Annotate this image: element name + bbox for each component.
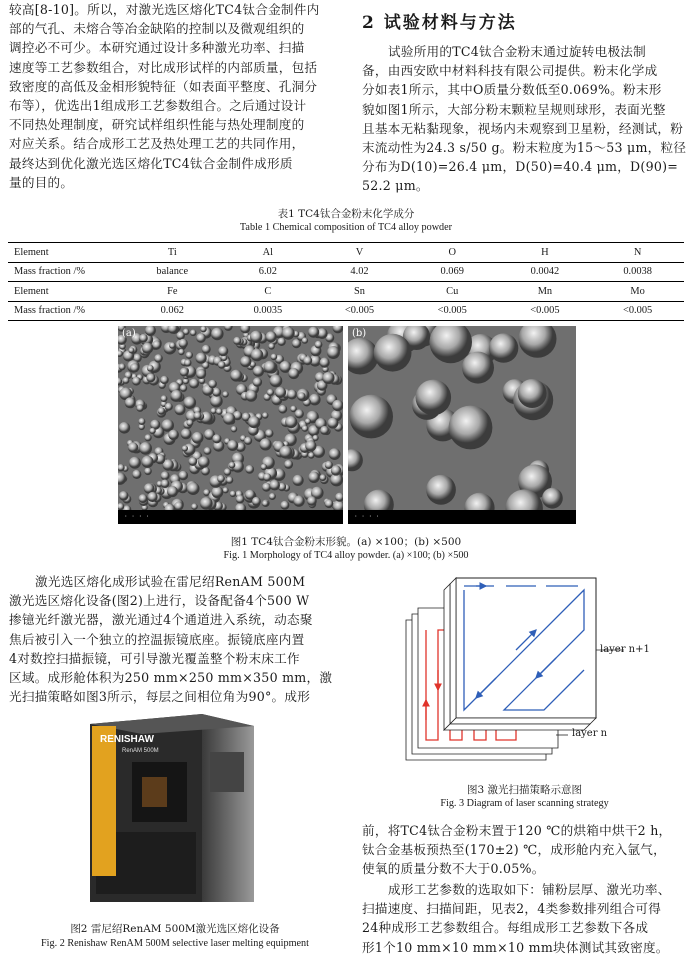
scan-strategy-diagram [396,570,686,775]
fig2-caption-en: Fig. 2 Renishaw RenAM 500M selective laser melting equipment [41,938,309,949]
powder-particle [196,333,206,343]
powder-particle [165,403,173,411]
sem-info-bar: · · · · [348,510,576,524]
table-cell: O [406,243,499,263]
table-cell: balance [122,262,223,282]
powder-particle [224,468,231,475]
powder-particle [322,372,334,384]
powder-particle [194,412,202,420]
right-paragraph-2 [362,821,688,879]
powder-particle [118,503,124,510]
powder-particle [253,378,262,387]
fig1-caption-en: Fig. 1 Morphology of TC4 alloy powder. (a) ×100; (b) ×500 [223,550,469,561]
powder-particle [349,395,393,439]
powder-particle [519,326,557,358]
powder-particle [119,363,126,370]
text-line: 24种成形工艺参数组合。每组成形工艺参数下各成 [362,920,649,936]
powder-particle [449,406,493,450]
layer-top-label: layer n+1 [600,644,650,655]
text-line: 焦后被引入一个独立的控温振镜底座。振镜底座内置 [9,631,305,647]
sem-image-a [118,326,343,524]
table-cell: 0.062 [122,301,223,321]
powder-particle [240,326,250,333]
table-cell: 4.02 [313,262,406,282]
powder-particle [187,482,200,495]
powder-particle [144,468,152,476]
table-cell: V [313,243,406,263]
fig1-caption-zh: 图1 TC4钛合金粉末形貌。(a) ×100；(b) ×500 [230,536,462,548]
table-cell: Sn [313,282,406,302]
powder-particle [462,352,494,384]
left-paragraph-1 [9,0,339,192]
text-line: 布等），优选出1组成形工艺参数组合。之后通过设计 [9,98,307,114]
powder-particle [329,448,341,460]
powder-particle [211,408,217,414]
powder-particle [226,476,233,483]
powder-particle [250,331,262,343]
powder-particle [217,475,225,483]
table-cell: Al [223,243,314,263]
table-cell: 0.069 [406,262,499,282]
text-line: 较高[8-10]。所以，对激光选区熔化TC4钛合金制件内 [9,2,320,17]
text-line: 形1个10 mm×10 mm×10 mm块体测试其致密度。 [362,939,669,955]
fig3-caption-zh: 图3 激光扫描策略示意图 [466,784,583,796]
powder-particle [191,503,198,510]
scan-strategy-drawing [396,570,686,775]
powder-particle [196,369,206,379]
text-line: 部的气孔、未熔合等冶金缺陷的控制以及微观组织的 [9,21,305,37]
powder-particle [251,349,264,362]
table-cell: Mass fraction /% [8,301,122,321]
powder-particle [293,495,304,506]
powder-particle [181,429,192,440]
powder-particle [320,474,327,481]
powder-particle [270,375,283,388]
table-cell: Mo [591,282,684,302]
powder-particle [297,392,305,400]
powder-particle [178,349,184,355]
text-line: 光扫描策略如图3所示，每层之间相位角为90°。成形 [9,689,311,705]
text-line: 激光选区熔化设备(图2)上进行，设备配备4个500 W [9,593,310,609]
powder-particle [223,413,235,425]
table1-caption-zh: 表1 TC4钛合金粉末化学成分 [277,208,415,220]
powder-particle [416,380,452,416]
powder-particle [268,343,275,350]
powder-particle [464,493,494,510]
powder-particle [132,470,141,479]
powder-particle [332,400,343,411]
powder-particle [236,495,245,504]
text-line: 对应关系。结合成形工艺及热处理工艺的共同作用， [9,136,305,152]
table-cell: 0.0042 [499,262,592,282]
powder-particle [132,377,141,386]
powder-particle [262,412,268,418]
powder-particle [158,407,165,414]
powder-particle [282,327,295,340]
text-line: 速度等工艺参数组合，对比成形试样的内部质量，包括 [9,59,318,75]
powder-particle [184,396,197,409]
table-cell: Cu [406,282,499,302]
powder-particle [186,419,193,426]
powder-particle [128,347,134,353]
powder-particle [147,365,154,372]
text-line: 使氧的质量分数不大于0.05%。 [362,861,545,877]
machine-brand: RENISHAW [100,734,154,745]
powder-particle [182,445,188,451]
powder-particle [261,464,267,470]
powder-particle [265,429,273,437]
powder-particle [307,496,317,506]
powder-particle [308,452,315,459]
table-cell: Mass fraction /% [8,262,122,282]
powder-particle [264,361,277,374]
table-cell: 0.0038 [591,262,684,282]
powder-particle [240,356,251,367]
powder-particle [333,326,344,333]
text-line: 致密度的高低及金相形貌特征（如表面平整度、孔洞分 [9,78,318,94]
text-line: 52.2 μm。 [362,178,429,194]
powder-particle [252,497,261,506]
powder-particle [518,379,547,408]
powder-particle [308,472,319,483]
powder-particle [119,422,131,434]
powder-particle [302,425,309,432]
powder-particle [222,391,228,397]
powder-particle [287,390,297,400]
table-cell: <0.005 [406,301,499,321]
table-cell: <0.005 [499,301,592,321]
powder-particle [179,339,188,348]
powder-particle [210,395,223,408]
powder-particle [313,435,319,441]
powder-particle [235,503,246,510]
powder-particle [303,356,312,365]
panel-label-b: (b) [352,328,367,339]
powder-particle [168,430,179,441]
powder-particle [269,493,276,500]
powder-particle [327,346,340,359]
powder-particle [211,328,224,341]
text-line: 貌如图1所示，大部分粉末颗粒呈规则球形，表面光整 [362,101,666,117]
powder-particle [262,500,269,507]
powder-particle [266,331,277,342]
powder-particles-a [118,326,343,510]
powder-particle [154,354,163,363]
powder-particle [245,390,257,402]
powder-particle [212,388,221,397]
powder-particle [305,418,311,424]
table-cell: H [499,243,592,263]
powder-particle [180,368,189,377]
table1-caption-en: Table 1 Chemical composition of TC4 alloy powder [239,222,453,233]
powder-particle [196,353,207,364]
powder-particle [180,385,187,392]
powder-particle [335,493,343,502]
text-line: 备，由西安欧中材料科技有限公司提供。粉末化学成 [362,63,658,79]
powder-particle [244,437,252,445]
powder-particle [192,432,204,444]
powder-particle [218,346,228,356]
powder-particle [308,327,319,338]
powder-particle [229,462,236,469]
table-cell: Element [8,243,122,263]
powder-particle [325,461,333,469]
table-cell: 0.0035 [223,301,314,321]
text-line: 调控必不可少。本研究通过设计多种激光功率、扫描 [9,40,305,56]
powder-particle [489,333,518,362]
powder-particle [248,416,260,428]
fig2-caption-zh: 图2 雷尼绍RenAM 500M激光选区熔化设备 [70,923,280,935]
powder-particle [374,334,412,372]
powder-particle [295,409,304,418]
renishaw-machine-image [82,712,282,908]
powder-particle [231,426,237,432]
composition-table [8,242,684,321]
powder-particle [139,494,148,503]
powder-particle [136,404,144,412]
text-line: 且基本无粘黏现象，视场内未观察到卫星粉，经测试，粉 [362,120,684,136]
powder-particle [315,341,323,349]
powder-particle [175,404,186,415]
powder-particle [224,326,233,331]
powder-particle [198,456,210,468]
powder-particle [152,340,161,349]
powder-particle [148,492,158,502]
powder-particle [189,379,199,389]
table-cell: Mn [499,282,592,302]
text-line: 激光选区熔化成形试验在雷尼绍RenAM 500M [35,574,306,589]
powder-particle [186,352,193,359]
powder-particle [279,446,292,459]
powder-particle [145,434,152,441]
powder-particle [260,438,272,450]
powder-particle [285,416,297,428]
table-cell: <0.005 [313,301,406,321]
text-line: 掺镱光纤激光器，激光通过4个通道进入系统，动态聚 [9,612,313,628]
powder-particle [269,480,280,491]
powder-particle [277,338,285,346]
powder-particle [327,418,338,429]
powder-particle [348,338,378,375]
text-line: 不同热处理制度，研究试样组织性能与热处理制度的 [9,117,305,133]
powder-particle [161,395,168,402]
powder-particle [263,473,271,481]
powder-particle [129,457,141,469]
fig3-caption-en: Fig. 3 Diagram of laser scanning strategy [440,798,609,809]
powder-particle [320,358,330,368]
text-line: 最终达到优化激光选区熔化TC4钛合金制件成形质 [9,155,293,171]
powder-particle [348,449,363,471]
powder-particle [278,405,287,414]
powder-particle [169,342,176,349]
powder-particle [142,343,153,354]
powder-particle [230,370,242,382]
powder-particle [130,363,139,372]
powder-particle [167,486,178,497]
panel-label-a: (a) [122,328,136,339]
powder-particle [161,479,170,488]
powder-particle [227,440,238,451]
text-line: 扫描速度、扫描间距，见表2，4类参数排列组合可得 [362,901,662,917]
text-line: 量的目的。 [9,174,74,190]
table-cell: Element [8,282,122,302]
layer-bottom-label: layer n [572,728,608,739]
text-line: 钛合金基板预热至(170±2) ℃，成形舱内充入氩气， [362,842,666,858]
powder-particle [202,345,211,354]
table-cell: 6.02 [223,262,314,282]
section-heading: 2 试验材料与方法 [362,13,517,33]
powder-particle [204,447,212,455]
powder-particle [280,501,289,510]
table-cell: Fe [122,282,223,302]
machine-model: RenAM 500M [122,748,159,754]
powder-particle [139,442,152,455]
powder-particle [123,377,130,384]
powder-particle [212,486,224,498]
powder-particle [284,460,293,469]
powder-particle [542,488,563,509]
powder-particle [179,471,189,481]
text-line: 成形工艺参数的选取如下：铺粉层厚、激光功率、 [388,882,671,897]
powder-particle [171,390,183,402]
sem-info-bar: · · · · [118,510,343,524]
powder-particle [320,426,329,435]
table-cell: Ti [122,243,223,263]
powder-particle [288,368,299,379]
text-line: 分如表1所示，其中O质量分数低至0.069%。粉末形 [362,82,662,98]
powder-particle [218,361,226,369]
text-line: 区域。成形舱体积为250 mm×250 mm×350 mm，激 [9,670,333,686]
powder-particle [325,499,334,508]
powder-particle [146,373,155,382]
text-line: 试验所用的TC4钛合金粉末通过旋转电极法制 [388,44,646,59]
powder-particle [119,491,129,501]
powder-particle [253,366,264,377]
table-cell: N [591,243,684,263]
powder-particle [267,389,274,396]
powder-particle [305,440,316,451]
powder-particle [223,487,229,493]
powder-particle [190,330,197,337]
right-paragraph-3 [362,880,688,957]
powder-particle [275,387,286,398]
powder-particle [216,408,223,415]
powder-particle [271,354,278,361]
powder-particle [184,359,191,366]
powder-particle [200,497,213,510]
powder-particle [138,418,145,425]
powder-particle [200,326,206,332]
table-cell: C [223,282,314,302]
powder-particle [302,337,308,343]
powder-particle [118,472,126,484]
powder-particle [364,490,394,510]
powder-particle [139,334,148,343]
text-line: 4对数控扫描振镜，可引导激光覆盖整个粉末床工作 [9,650,300,666]
powder-particle [230,491,236,497]
text-line: 末流动性为24.3 s/50 g。粉末粒度为15～53 μm，粒径 [362,140,687,156]
sem-image-b [348,326,576,524]
text-line: 分布为D(10)=26.4 μm，D(50)=40.4 μm，D(90)= [362,159,679,175]
powder-particle [426,475,456,505]
powder-particle [128,442,138,452]
powder-particle [160,376,168,384]
powder-particles-b [348,326,576,510]
left-paragraph-2 [9,572,339,706]
table-cell: <0.005 [591,301,684,321]
powder-particle [141,456,153,468]
right-paragraph-1 [362,42,687,196]
powder-particle [149,428,155,434]
powder-particle [125,397,136,408]
powder-particle [245,465,254,474]
powder-particle [208,380,217,389]
powder-particle [161,471,170,480]
text-line: 前，将TC4钛合金粉末置于120 ℃的烘箱中烘干2 h， [362,823,672,838]
powder-particle [293,475,304,486]
powder-particle [233,337,241,345]
powder-particle [212,434,221,443]
powder-particle [188,457,197,466]
